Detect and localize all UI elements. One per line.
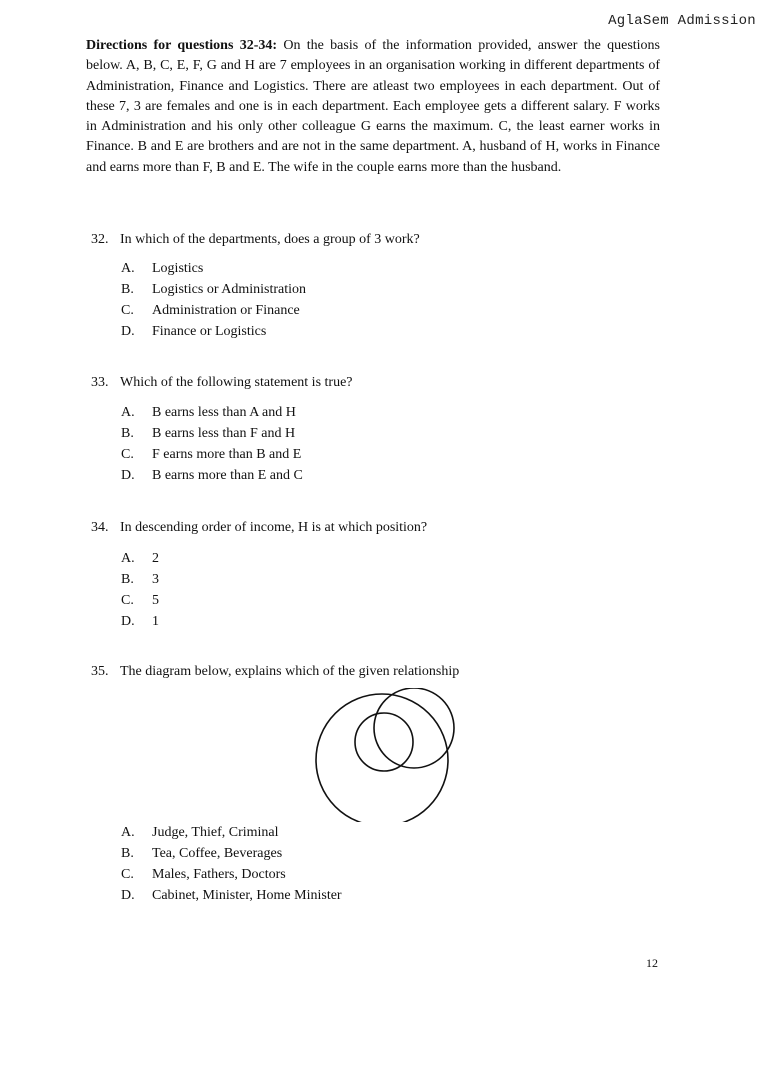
option-b: B. Logistics or Administration — [121, 282, 306, 297]
question-number: 33. — [91, 375, 109, 390]
venn-inner-circle — [355, 713, 413, 771]
option-b: B. B earns less than F and H — [121, 426, 296, 441]
option-c: C. 5 — [121, 593, 159, 608]
question-32 — [91, 232, 420, 248]
option-a: A. Logistics — [121, 261, 204, 276]
option-b: B. Tea, Coffee, Beverages — [121, 846, 283, 861]
question-35 — [91, 664, 459, 680]
question-33 — [91, 375, 353, 391]
option-c: C. F earns more than B and E — [121, 447, 302, 462]
question-text: In which of the departments, does a group of 3 work? — [120, 232, 420, 247]
watermark: AglaSem Admission — [608, 13, 756, 29]
directions-text: On the basis of the information provided, answer the questions below. A, B, C, E, F, G and H are 7 employees in an organisation working in different departments of Administration, Finance and Logistics. There are atleast two employees in each department. Out of these 7, 3 are females and one is in each department. Each employee gets a different salary. F works in Administration and his only other colleague G earns the maximum. C, the least earner works in Finance. B and E are brothers and are not in the same department. A, husband of H, works in Finance and earns more than F, B and E. The wife in the couple earns more than the husband. — [86, 38, 660, 175]
option-c: C. Administration or Finance — [121, 303, 300, 318]
option-a: A. B earns less than A and H — [121, 405, 296, 420]
question-number: 35. — [91, 664, 109, 679]
options-33 — [121, 402, 303, 486]
option-d: D. Cabinet, Minister, Home Minister — [121, 888, 342, 903]
option-c: C. Males, Fathers, Doctors — [121, 867, 286, 882]
options-32 — [121, 258, 306, 342]
page-number: 12 — [646, 956, 658, 970]
option-b: B. 3 — [121, 572, 159, 587]
question-number: 32. — [91, 232, 109, 247]
question-number: 34. — [91, 520, 109, 535]
options-34 — [121, 548, 159, 632]
directions-heading: Directions for questions 32-34: — [86, 38, 278, 53]
question-text: The diagram below, explains which of the given relationship — [120, 664, 460, 679]
question-text: Which of the following statement is true? — [120, 375, 353, 390]
option-d: D. 1 — [121, 614, 159, 629]
option-a: A. 2 — [121, 551, 159, 566]
question-34 — [91, 520, 427, 536]
option-d: D. Finance or Logistics — [121, 324, 267, 339]
option-a: A. Judge, Thief, Criminal — [121, 825, 279, 840]
question-text: In descending order of income, H is at which position? — [120, 520, 428, 535]
options-35 — [121, 822, 342, 906]
venn-diagram — [310, 688, 470, 822]
directions-paragraph — [86, 36, 660, 178]
option-d: D. B earns more than E and C — [121, 468, 303, 483]
venn-overlapping-circle — [374, 688, 454, 768]
